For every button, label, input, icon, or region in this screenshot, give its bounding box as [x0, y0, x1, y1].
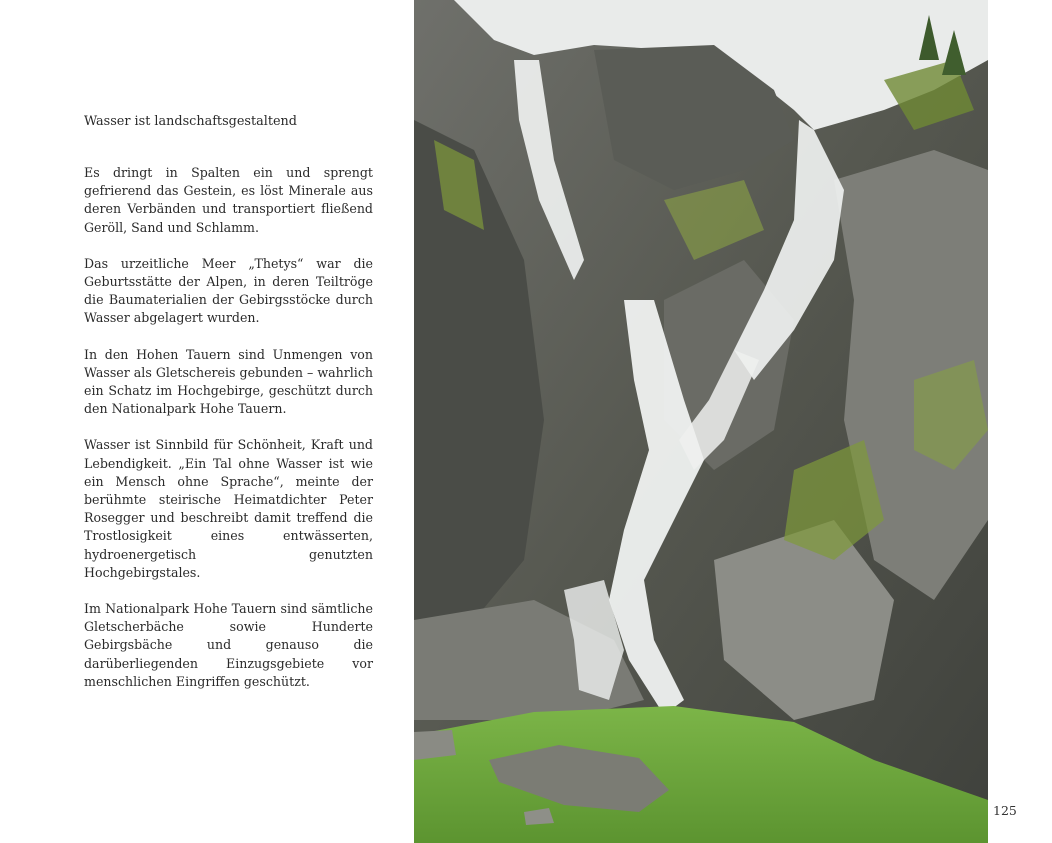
paragraph-3: In den Hohen Tauern sind Unmengen von Wasser als Gletschereis gebunden – wahrlich ein Schatz im Hochgebirge, geschützt durch den Nationalpark Hohe Tauern.	[84, 346, 373, 417]
paragraph-4: Wasser ist Sinnbild für Schönheit, Kraft und Lebendigkeit. „Ein Tal ohne Wasser ist wie ein Mensch ohne Sprache“, meinte der berühmte steirische Heimatdichter Peter Rosegger und beschreibt damit treffend die Trostlosigkeit eines entwässerten, hydroenergetisch genutzten Hochgebirgstales.	[84, 437, 373, 580]
waterfall-photo	[414, 0, 988, 843]
waterfall-illustration	[414, 0, 988, 843]
page-number: 125	[993, 803, 1017, 818]
text-column	[84, 113, 373, 709]
paragraph-5: Im Nationalpark Hohe Tauern sind sämtliche Gletscherbäche sowie Hunderte Gebirgsbäche und genauso die darüberliegenden Einzugsgebiete vor menschlichen Eingriffen geschützt.	[84, 601, 373, 689]
paragraph-2: Das urzeitliche Meer „Thetys“ war die Geburtsstätte der Alpen, in deren Teiltröge die Baumaterialien der Gebirgsstöcke durch Wasser abgelagert wurden.	[84, 255, 373, 326]
paragraph-1: Es dringt in Spalten ein und sprengt gefrierend das Gestein, es löst Minerale aus deren Verbänden und transportiert fließend Geröll, Sand und Schlamm.	[84, 165, 373, 235]
section-heading: Wasser ist landschaftsgestaltend	[84, 114, 297, 129]
